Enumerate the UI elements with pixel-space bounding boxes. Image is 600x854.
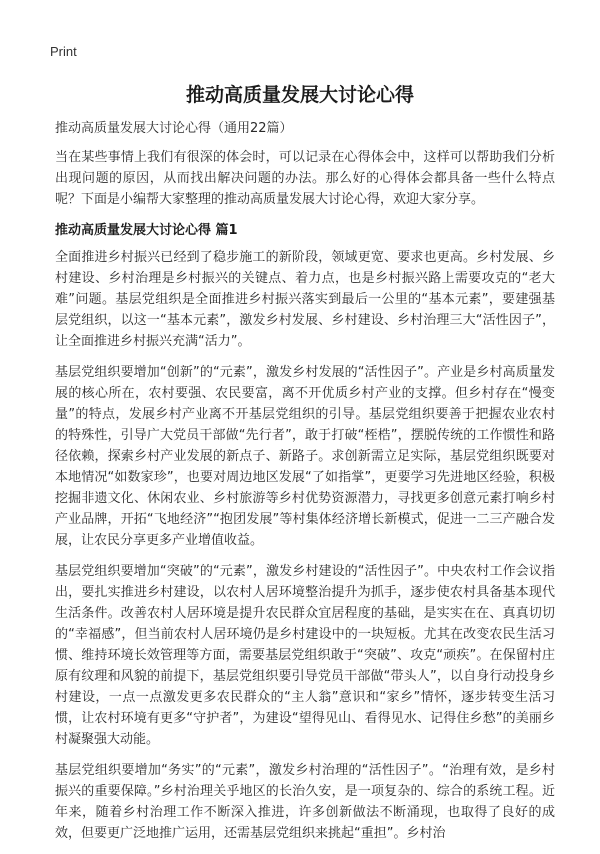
- print-link[interactable]: Print: [50, 44, 77, 59]
- body-paragraph-2: 基层党组织要增加“创新”的“元素”，激发乡村发展的“活性因子”。产业是乡村高质量发展的核心所在，农村要强、农民要富，离不开优质乡村产业的支撑。但乡村存在“慢变量”的特点，发展乡村产业离不开基层党组织的引导。基层党组织要善于把握农业农村的特殊性，引导广大党员干部做“先行者”，敢于打破“桎梏”，摆脱传统的工作惯性和路径依赖，探索乡村产业发展的新点子、新路子。求创新需立足实际，基层党组织既要对本地情况“如数家珍”，也要对周边地区发展“了如指掌”，更要学习先进地区经验，积极挖掘非遗文化、休闲农业、乡村旅游等乡村优势资源潜力，寻找更多创意元素打响乡村产业品牌，开拓“飞地经济”“抱团发展”等村集体经济增长新模式，促进一二三产融合发展，让农民分享更多产业增值收益。: [55, 365, 555, 548]
- intro-paragraph: 当在某些事情上我们有很深的体会时，可以记录在心得体会中，这样可以帮助我们分析出现问题的原因，从而找出解决问题的办法。那么好的心得体会都具备一些什么特点呢？下面是小编帮大家整理的推动高质量发展大讨论心得，欢迎大家分享。: [55, 150, 555, 207]
- body-paragraph-4: 基层党组织要增加“务实”的“元素”，激发乡村治理的“活性因子”。“治理有效，是乡村振兴的重要保障。”乡村治理关乎地区的长治久安，是一项复杂的、综合的系统工程。近年来，随着乡村治理工作不断深入推进，许多创新做法不断涌现，也取得了良好的成效，但要更广泛地推广运用，还需基层党组织来挑起“重担”。乡村治: [55, 763, 555, 841]
- article-body: [55, 118, 555, 854]
- body-paragraph-1: 全面推进乡村振兴已经到了稳步施工的新阶段，领域更宽、要求也更高。乡村发展、乡村建设、乡村治理是乡村振兴的关键点、着力点，也是乡村振兴路上需要攻克的“老大难”问题。基层党组织是全面推进乡村振兴落实到最后一公里的“基本元素”，要建强基层党组织，以这一“基本元素”，激发乡村发展、乡村建设、乡村治理三大“活性因子”，让全面推进乡村振兴充满“活力”。: [55, 250, 555, 349]
- article-subtitle: 推动高质量发展大讨论心得（通用22篇）: [55, 121, 293, 136]
- body-paragraph-3: 基层党组织要增加“突破”的“元素”，激发乡村建设的“活性因子”。中央农村工作会议指出，要扎实推进乡村建设，以农村人居环境整治提升为抓手，逐步使农村具备基本现代生活条件。改善农村人居环境是提升农民群众宜居程度的基础，是实实在在、真真切切的“幸福感”，但当前农村人居环境仍是乡村建设中的一块短板。尤其在改变农民生活习惯、维持环境长效管理等方面，需要基层党组织敢于“突破”、攻克“顽疾”。在保留村庄原有纹理和风貌的前提下，基层党组织要引导党员干部做“带头人”，以自身行动投身乡村建设，一点一点激发更多农民群众的“主人翁”意识和“家乡”情怀，逐步转变生活习惯，让农村环境有更多“守护者”，为建设“望得见山、看得见水、记得住乡愁”的美丽乡村凝聚强大动能。: [55, 564, 555, 747]
- page-title: 推动高质量发展大讨论心得: [185, 84, 414, 106]
- section-heading: 推动高质量发展大讨论心得 篇1: [55, 223, 238, 238]
